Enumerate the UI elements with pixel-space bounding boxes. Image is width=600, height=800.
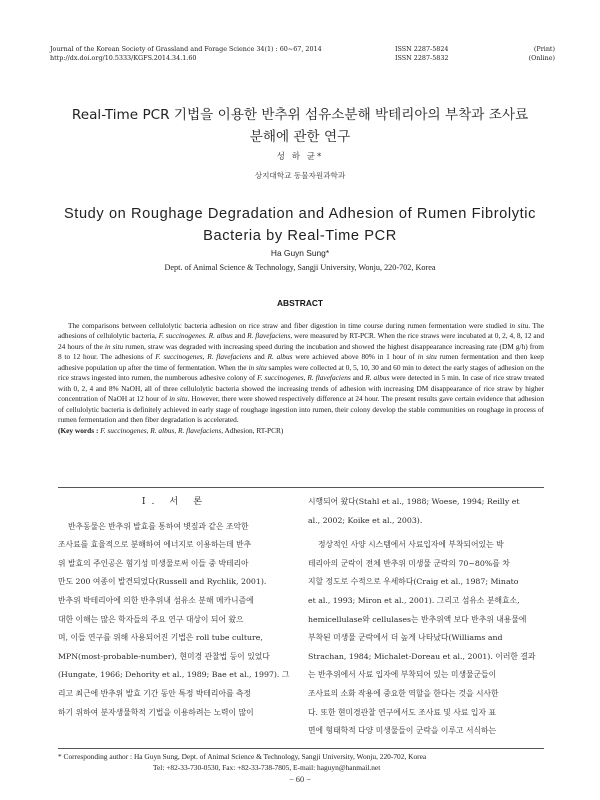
english-title-line-1: Study on Roughage Degradation and Adhesion of Rumen Fibrolytic: [63, 206, 537, 222]
footnote-line-2: Tel: +82-33-730-0530, Fax: +82-33-738-7805, E-mail: haguyn@hanmail.net: [153, 762, 381, 772]
doi-link[interactable]: http://dx.doi.org/10.5333/KGFS.2014.34.1.60: [50, 54, 197, 62]
abstract-italic: in situ: [417, 352, 437, 362]
korean-author: 성 하 균*: [276, 152, 324, 162]
text-line: 면에 형태학적 다양 미생물들이 군락을 이루고 서식하는: [308, 726, 497, 736]
english-affiliation: Dept. of Animal Science & Technology, Sangji University, Wonju, 220-702, Korea: [164, 263, 436, 272]
text-line: 하기 위하여 분자생물학적 기법을 이용하려는 노력이 많이: [58, 707, 254, 717]
issn-online-number: ISSN 2287-5832: [395, 54, 449, 62]
english-title: [60, 203, 540, 247]
intro-right-column: [308, 493, 542, 741]
english-title-line-2: Bacteria by Real-Time PCR: [203, 228, 397, 244]
abstract-text: . However, there were showed respectively difference at 24 hour. The present results gave certain evidence that adhesion of cellulolytic bacteria is definitely achieved in early stage of roughage ingestion into rumen, their colony develop the stable communities on roughage in process of rumen fermentation and then fiber degradation is accelerated.: [58, 394, 544, 425]
text-line: 지할 정도로 수적으로 우세하다(Craig et al., 1987; Minato: [308, 577, 519, 587]
intro-right-paragraph: [308, 536, 542, 741]
abstract-text: . The adhesions of cellulolytic bacteria,: [58, 321, 544, 341]
abstract-divider: [58, 487, 544, 488]
issn-print: [395, 45, 555, 54]
abstract-italic: in situ: [248, 362, 267, 372]
abstract-text: , were measured by RT-PCR. When the rice straws were incubated at 0, 2, 4, 8, 12 and 24 hours of the: [58, 331, 545, 351]
text-line: 반추위 박테리아에 의한 반추위내 섬유소 분해 메카니즘에: [58, 595, 254, 605]
text-line: al., 2002; Koike et al., 2003).: [308, 515, 423, 525]
abstract-text: rumen, straw was degraded with increasing speed during the incubation and showed the highest disappearance increasing rate (DM g/h) from 8 to 12 hour. The adhesions of: [58, 341, 544, 362]
text-line: (Hungate, 1966; Dehority et al., 1989; Bae et al., 1997). 그: [58, 670, 290, 680]
issn-print-label: (Print): [533, 45, 555, 53]
abstract-italic: F. succinogenes. R. albus: [158, 331, 233, 341]
text-line: 테리아의 군락이 전체 반추위 미생물 군락의 70~80%를 차: [308, 558, 510, 568]
corresponding-author-footnote: [58, 752, 544, 773]
intro-right-continuation: [308, 493, 542, 530]
abstract-text: were achieved above 80% in 1 hour of: [292, 352, 418, 362]
text-line: 며, 이들 연구를 위해 사용되어진 기법은 roll tube culture,: [58, 633, 263, 643]
text-line: MPN(most-probable-number), 현미경 관찰법 등이 있었다: [58, 651, 270, 661]
korean-title-line-1: Real-Time PCR 기법을 이용한 반추위 섬유소분해 박테리아의 부착과 조사료: [71, 107, 529, 123]
text-line: 부착된 미생물 군락에서 더 높게 나타났다(Williams and: [308, 633, 503, 643]
abstract-text: and: [251, 352, 268, 362]
abstract-italic: R. flavefaciens: [247, 331, 291, 341]
korean-affiliation: 상지대학교 동물자원과학과: [254, 171, 346, 180]
korean-title-line-2: 분해에 관한 연구: [249, 129, 351, 145]
abstract-italic: F. succinogenes, R. flavefaciens: [155, 352, 252, 362]
page-number: − 60 −: [288, 775, 311, 784]
keywords-italic: F. succinogenes, R. albus, R. flavefaciens: [98, 425, 222, 435]
text-line: 리고 최근에 반추위 발효 기간 동안 특정 박테리아를 측정: [58, 688, 252, 698]
footnote-divider: [58, 748, 544, 749]
abstract-italic: R. albus: [365, 373, 390, 383]
section-heading-introduction: Ⅰ. 서 론: [141, 496, 209, 507]
text-line: hemicellulase와 cellulases는 반추위액 보다 반추위 내용물에: [308, 614, 527, 624]
text-line: Strachan, 1984; Michalet-Doreau et al., 2001). 이러한 결과: [308, 651, 536, 661]
text-line: 반추동물은 반추위 발효를 통하여 볏짚과 같은 조악한: [68, 521, 249, 531]
abstract-italic: in situ: [104, 341, 124, 351]
running-header-left: [50, 45, 380, 63]
intro-left-column: [58, 493, 292, 722]
running-header-right: [395, 45, 555, 63]
issn-print-number: ISSN 2287-5824: [395, 45, 449, 53]
keywords: [58, 426, 544, 436]
text-line: 시행되어 왔다(Stahl et al., 1988; Woese, 1994; Reilly et: [308, 497, 520, 506]
issn-online-label: (Online): [528, 54, 555, 62]
text-line: et al., 1993; Miron et al., 2001). 그리고 섬유소 분해효소,: [308, 595, 520, 605]
abstract-text: rumen fermentation and then keep adhesive population up after the time of fermentation. When the: [58, 352, 544, 372]
text-line: 는 반추위에서 사료 입자에 부착되어 있는 미생물군들이: [308, 670, 497, 680]
text-line: 조사료를 효율적으로 분해하여 에너지로 이용하는데 반추: [58, 540, 252, 550]
abstract-text: and: [232, 331, 248, 341]
text-line: 대한 이해는 많은 학자들의 주요 연구 대상이 되어 왔으: [58, 614, 244, 624]
abstract-paragraph: [58, 321, 544, 426]
abstract-heading: ABSTRACT: [276, 298, 324, 308]
abstract-italic: R. albus: [267, 352, 293, 362]
issn-online: [395, 54, 555, 63]
abstract-italic: in situ: [509, 321, 529, 330]
korean-title: [40, 104, 560, 148]
text-line: 다. 또한 현미경관찰 연구에서도 조사료 및 사료 입자 표: [308, 707, 497, 717]
abstract-text: The comparisons between cellulolytic bacteria adhesion on rice straw and fiber digestion in time course during rumen fermentation were studied: [68, 321, 510, 330]
abstract-text: and: [350, 373, 366, 383]
english-author: Ha Guyn Sung*: [270, 248, 330, 258]
text-line: 정상적인 사양 시스템에서 사료입자에 부착되어있는 박: [318, 540, 504, 550]
abstract-italic: in situ: [169, 394, 188, 404]
abstract-text: were detected in 5 min. In case of rice straw treated with 0, 2, 4 and 8% NaOH, all of three cellulolytic bacteria showed the increasing trends of adhesion with increasing DM disappearance of rice straw by higher concentration of NaOH at 12 hour of: [58, 373, 544, 404]
abstract-text: samples were collected at 0, 5, 10, 30 and 60 min to detect the early stages of adhesion on the rice straws ingested into rumen, the numberous adhesive colony of: [58, 362, 544, 383]
text-line: 만도 200 여종이 발견되었다(Russell and Rychlik, 2001).: [58, 577, 267, 587]
keywords-label: (Key words :: [58, 425, 99, 435]
journal-citation: Journal of the Korean Society of Grassland and Forage Science 34(1) : 60~67, 2014: [50, 45, 322, 53]
text-line: 조사료의 소화 작용에 중요한 역할을 한다는 것을 시사한: [308, 688, 499, 698]
keywords-rest: , Adhesion, RT-PCR): [221, 425, 284, 435]
intro-left-paragraph: [58, 518, 292, 723]
footnote-line-1: * Corresponding author : Ha Guyn Sung, Dept. of Animal Science & Technology, Sangji University, Wonju, 220-702, Korea: [58, 752, 427, 761]
abstract-italic: F. succinogenes, R. flavefaciens: [257, 373, 351, 383]
abstract-body: [58, 321, 544, 436]
text-line: 위 발효의 주인공은 혐기성 미생물로써 이들 중 박테리아: [58, 558, 249, 568]
